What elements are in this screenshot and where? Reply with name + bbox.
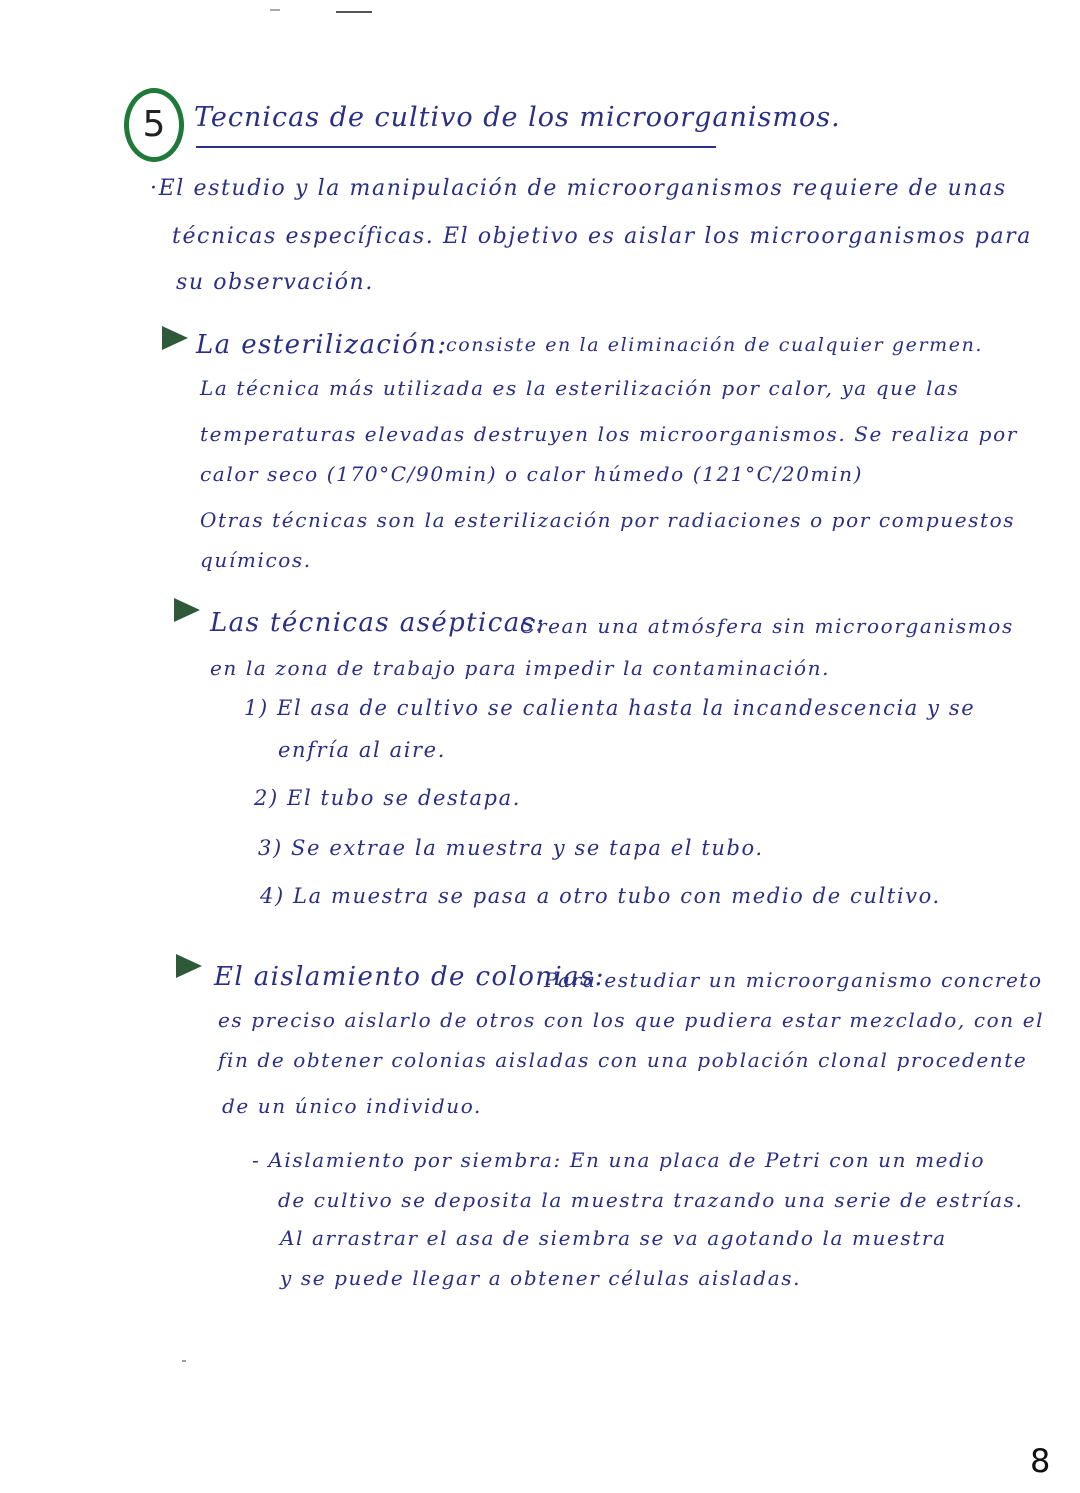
aislamiento-sub-line: y se puede llegar a obtener células aisladas. <box>280 1266 802 1290</box>
aislamiento-line: Para estudiar un microorganismo concreto <box>544 968 1043 992</box>
title-underline <box>196 146 716 148</box>
aislamiento-heading: El aislamiento de colonias: <box>214 962 605 992</box>
asepticas-step: 4) La muestra se pasa a otro tubo con medio de cultivo. <box>260 884 941 908</box>
paper-mark <box>270 9 280 11</box>
aislamiento-line: es preciso aislarlo de otros con los que pudiera estar mezclado, con el <box>218 1008 1045 1032</box>
esterilizacion-line: calor seco (170°C/90min) o calor húmedo (121°C/20min) <box>200 462 864 486</box>
asepticas-step: 1) El asa de cultivo se calienta hasta la incandescencia y se <box>244 696 976 720</box>
esterilizacion-heading: La esterilización: <box>196 330 448 360</box>
asepticas-step: 2) El tubo se destapa. <box>254 786 521 810</box>
section-header <box>124 88 944 168</box>
section-number-circle: 5 <box>124 88 184 162</box>
esterilizacion-line: Otras técnicas son la esterilización por radiaciones o por compuestos <box>200 508 1016 532</box>
aislamiento-sub-line: Al arrastrar el asa de siembra se va agotando la muestra <box>280 1226 947 1250</box>
intro-line: ·El estudio y la manipulación de microorganismos requiere de unas <box>150 176 1007 201</box>
esterilizacion-line: La técnica más utilizada es la esterilización por calor, ya que las <box>200 376 960 400</box>
intro-line: técnicas específicas. El objetivo es aislar los microorganismos para <box>172 224 1033 249</box>
esterilizacion-line: consiste en la eliminación de cualquier germen. <box>446 334 984 356</box>
aislamiento-sub-line: - Aislamiento por siembra: En una placa de Petri con un medio <box>252 1148 986 1172</box>
aislamiento-sub-line: de cultivo se deposita la muestra trazando una serie de estrías. <box>278 1188 1024 1212</box>
paper-mark <box>336 11 372 13</box>
paper-mark <box>182 1360 186 1362</box>
section-title: Tecnicas de cultivo de los microorganismos. <box>194 102 841 133</box>
aislamiento-line: fin de obtener colonias aisladas con una población clonal procedente <box>218 1048 1028 1072</box>
asepticas-line: Crean una atmósfera sin microorganismos <box>520 614 1014 638</box>
asepticas-step: enfría al aire. <box>278 738 446 762</box>
asepticas-line: en la zona de trabajo para impedir la contaminación. <box>210 656 831 680</box>
arrow-bullet-icon <box>176 954 202 978</box>
asepticas-step: 3) Se extrae la muestra y se tapa el tubo. <box>258 836 764 860</box>
asepticas-heading: Las técnicas asépticas: <box>210 608 546 638</box>
arrow-bullet-icon <box>162 326 188 350</box>
esterilizacion-line: químicos. <box>200 548 312 572</box>
page-number: 8 <box>1030 1442 1051 1480</box>
intro-line: su observación. <box>176 270 374 295</box>
arrow-bullet-icon <box>174 598 200 622</box>
aislamiento-line: de un único individuo. <box>222 1094 482 1118</box>
esterilizacion-line: temperaturas elevadas destruyen los microorganismos. Se realiza por <box>200 422 1018 446</box>
